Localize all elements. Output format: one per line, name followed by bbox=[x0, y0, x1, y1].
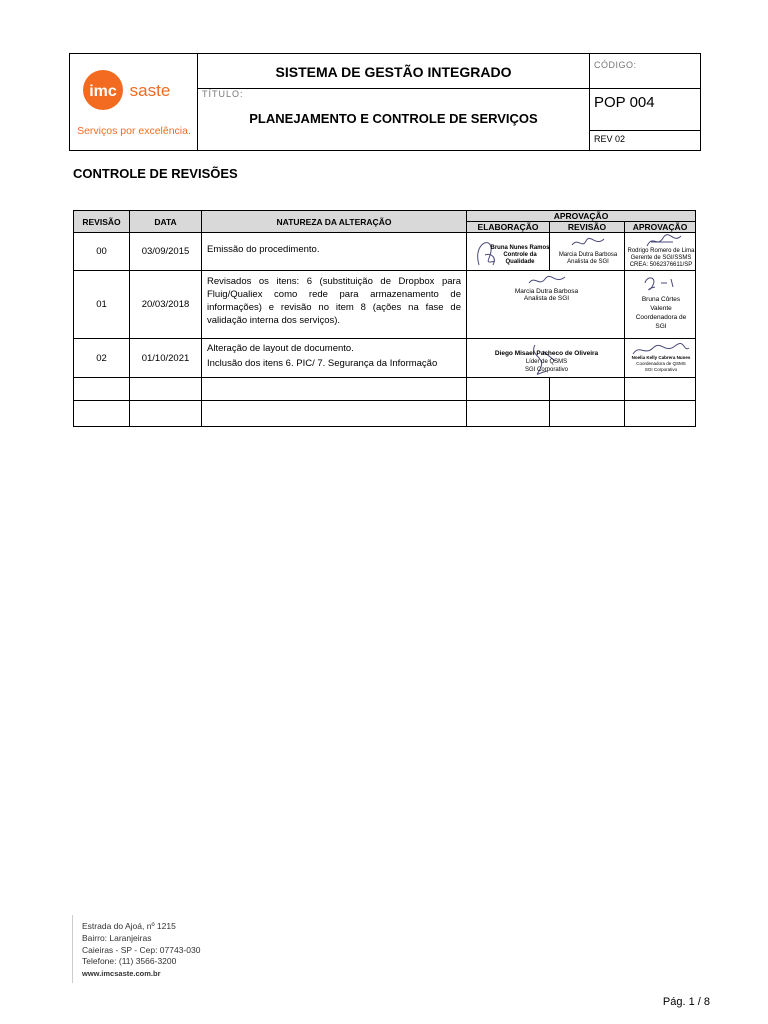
row0-revisao: 00 bbox=[73, 232, 130, 271]
row2-natureza-cell bbox=[201, 338, 467, 378]
codigo-label-cell bbox=[590, 54, 700, 89]
empty-row-cell bbox=[201, 377, 467, 401]
empty-row-cell bbox=[73, 377, 130, 401]
section-title: CONTROLE DE REVISÕES bbox=[73, 166, 238, 181]
header-revisao: REVISÃO bbox=[73, 210, 130, 233]
row2-apr-dept: SGI Corporativo bbox=[644, 367, 678, 372]
row1-data: 20/03/2018 bbox=[129, 270, 202, 339]
system-title-cell bbox=[198, 54, 590, 89]
empty-row-cell bbox=[129, 400, 202, 427]
row1-elab-rev-name: Marcia Dutra Barbosa bbox=[514, 288, 579, 295]
row2-data: 01/10/2021 bbox=[129, 338, 202, 378]
row0-elaboracao bbox=[466, 232, 550, 271]
footer-address bbox=[72, 915, 201, 983]
row0-natureza: Emissão do procedimento. bbox=[207, 244, 320, 255]
row1-apr-name2: Valente bbox=[650, 305, 672, 312]
signature-revisao-0 bbox=[570, 235, 606, 251]
row0-rev-name: Marcia Dutra Barbosa bbox=[558, 252, 618, 258]
codigo-label: CÓDIGO: bbox=[594, 60, 637, 70]
row2-revisao: 02 bbox=[73, 338, 130, 378]
header-natureza: NATUREZA DA ALTERAÇÃO bbox=[201, 210, 467, 233]
row0-data: 03/09/2015 bbox=[129, 232, 202, 271]
header-revisao-sub: REVISÃO bbox=[549, 221, 625, 233]
row2-aprovacao bbox=[624, 338, 696, 378]
titulo-label: TÍTULO: bbox=[202, 89, 244, 99]
row1-apr-name1: Bruna Côrtes bbox=[641, 296, 681, 303]
empty-row-cell bbox=[201, 400, 467, 427]
row1-aprovacao bbox=[624, 270, 696, 339]
row2-natureza-line1: Alteração de layout de documento. bbox=[207, 343, 354, 354]
svg-text:imc: imc bbox=[89, 83, 117, 100]
row0-apr-role: Gerente de SGI/SSMS bbox=[630, 255, 692, 261]
row1-apr-role2: SGI bbox=[655, 323, 667, 330]
row1-apr-role1: Coordenadora de bbox=[635, 314, 687, 321]
signature-elab-rev-1 bbox=[527, 273, 567, 289]
footer-address2: Bairro: Laranjeiras bbox=[82, 933, 152, 943]
row1-elab-rev-role: Analista de SGI bbox=[523, 295, 570, 302]
empty-row-cell bbox=[624, 400, 696, 427]
signature-aprovacao-1 bbox=[641, 275, 681, 291]
empty-row-cell bbox=[129, 377, 202, 401]
row1-natureza: Revisados os itens: 6 (substituição de Dropbox para Fluig/Qualiex como rede para armazenamento de informações) e revisão no item 8 (ações na fase de validação interna dos serviços). bbox=[207, 276, 461, 326]
row0-elab-name: Bruna Nunes Ramos bbox=[490, 245, 550, 251]
row0-elab-role: Controle da Qualidade bbox=[503, 252, 537, 265]
codigo-value: POP 004 bbox=[594, 94, 655, 111]
header-elaboracao: ELABORAÇÃO bbox=[466, 221, 550, 233]
row1-elab-rev bbox=[466, 270, 625, 339]
company-logo bbox=[70, 54, 197, 150]
system-title: SISTEMA DE GESTÃO INTEGRADO bbox=[275, 64, 512, 80]
row2-elab-rev bbox=[466, 338, 625, 378]
header-aprovacao-group: APROVAÇÃO bbox=[466, 210, 696, 222]
empty-row-cell bbox=[466, 377, 550, 401]
row1-revisao: 01 bbox=[73, 270, 130, 339]
empty-row-cell bbox=[549, 377, 625, 401]
codigo-value-cell bbox=[590, 89, 700, 131]
logo-cell bbox=[70, 54, 198, 150]
footer-phone: Telefone: (11) 3566-3200 bbox=[82, 956, 177, 966]
row2-apr-name: Noelia Kelly Cabrera Nunes bbox=[631, 355, 691, 360]
header-data: DATA bbox=[129, 210, 202, 233]
row2-elab-rev-name: Diego Misael Pacheco de Oliveira bbox=[494, 350, 599, 357]
row0-revisao-sig bbox=[549, 232, 625, 271]
row0-rev-role: Analista de SGI bbox=[567, 259, 609, 265]
page-number: Pág. 1 / 8 bbox=[662, 996, 710, 1008]
revision-value: REV 02 bbox=[594, 134, 626, 144]
row1-natureza-cell bbox=[201, 270, 467, 339]
svg-text:Serviços por excelência.: Serviços por excelência. bbox=[77, 125, 191, 137]
document-header bbox=[69, 53, 701, 151]
row2-natureza-line2: Inclusão dos itens 6. PIC/ 7. Segurança da Informação bbox=[207, 358, 438, 369]
header-aprovacao: APROVAÇÃO bbox=[624, 221, 696, 233]
revision-cell bbox=[590, 131, 700, 150]
document-title: PLANEJAMENTO E CONTROLE DE SERVIÇOS bbox=[249, 111, 538, 126]
row2-apr-role: Coordenadora de QSMS bbox=[636, 361, 686, 366]
footer-address1: Estrada do Ajoá, nº 1215 bbox=[82, 921, 176, 931]
row0-aprovacao bbox=[624, 232, 696, 271]
footer-address3: Caieiras - SP - Cep: 07743-030 bbox=[82, 945, 201, 955]
empty-row-cell bbox=[624, 377, 696, 401]
row2-elab-rev-role: Líder de QSMS bbox=[525, 359, 568, 365]
row2-elab-rev-dept: SGI Corporativo bbox=[524, 367, 569, 373]
revision-table bbox=[73, 210, 696, 427]
row0-natureza-cell bbox=[201, 232, 467, 271]
empty-row-cell bbox=[549, 400, 625, 427]
footer-website: www.imcsaste.com.br bbox=[82, 969, 161, 978]
row0-apr-name: Rodrigo Romero de Lima bbox=[627, 248, 695, 254]
svg-text:saste: saste bbox=[129, 81, 171, 100]
empty-row-cell bbox=[466, 400, 550, 427]
row0-apr-crea: CREA: 5062376611/SP bbox=[629, 262, 693, 268]
document-title-cell bbox=[198, 89, 590, 150]
empty-row-cell bbox=[73, 400, 130, 427]
